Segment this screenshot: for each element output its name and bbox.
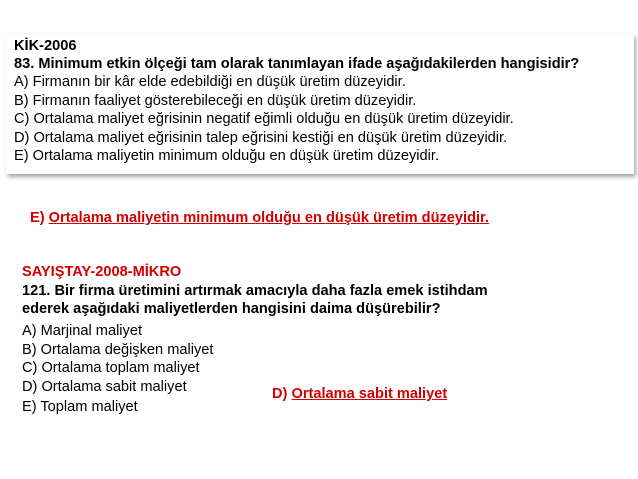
q2-answer-letter: D) bbox=[272, 386, 288, 402]
q1-option-b: B) Firmanın faaliyet gösterebileceği en düşük üretim düzeyidir. bbox=[14, 93, 417, 109]
q1-source: KİK-2006 bbox=[14, 38, 77, 54]
q2-source: SAYIŞTAY-2008-MİKRO bbox=[22, 264, 182, 280]
q2-stem-line-2: ederek aşağıdaki maliyetlerden hangisini daima düşürebilir? bbox=[22, 301, 441, 317]
q2-answer bbox=[272, 385, 447, 403]
q1-option-a: A) Firmanın bir kâr elde edebildiği en düşük üretim düzeyidir. bbox=[14, 74, 406, 90]
q2-option-c: C) Ortalama toplam maliyet bbox=[22, 360, 200, 376]
q1-option-d: D) Ortalama maliyet eğrisinin talep eğrisini kestiği en düşük üretim düzeyidir. bbox=[14, 130, 508, 146]
q1-option-c: C) Ortalama maliyet eğrisinin negatif eğimli olduğu en düşük üretim düzeyidir. bbox=[14, 111, 514, 127]
q2-option-a: A) Marjinal maliyet bbox=[22, 323, 143, 339]
q2-option-b: B) Ortalama değişken maliyet bbox=[22, 342, 214, 358]
q1-answer-letter: E) bbox=[30, 210, 45, 226]
q2-option-e: E) Toplam maliyet bbox=[22, 399, 138, 415]
q2-option-d: D) Ortalama sabit maliyet bbox=[22, 379, 187, 395]
q2-stem-line-1: 121. Bir firma üretimini artırmak amacıyla daha fazla emek istihdam bbox=[22, 283, 488, 299]
q1-answer-text: Ortalama maliyetin minimum olduğu en düşük üretim düzeyidir. bbox=[48, 210, 489, 226]
q1-answer bbox=[30, 209, 489, 227]
q1-option-e: E) Ortalama maliyetin minimum olduğu en düşük üretim düzeyidir. bbox=[14, 148, 440, 164]
q1-stem: 83. Minimum etkin ölçeği tam olarak tanımlayan ifade aşağıdakilerden hangisidir? bbox=[14, 56, 580, 72]
q2-answer-text: Ortalama sabit maliyet bbox=[291, 386, 448, 402]
